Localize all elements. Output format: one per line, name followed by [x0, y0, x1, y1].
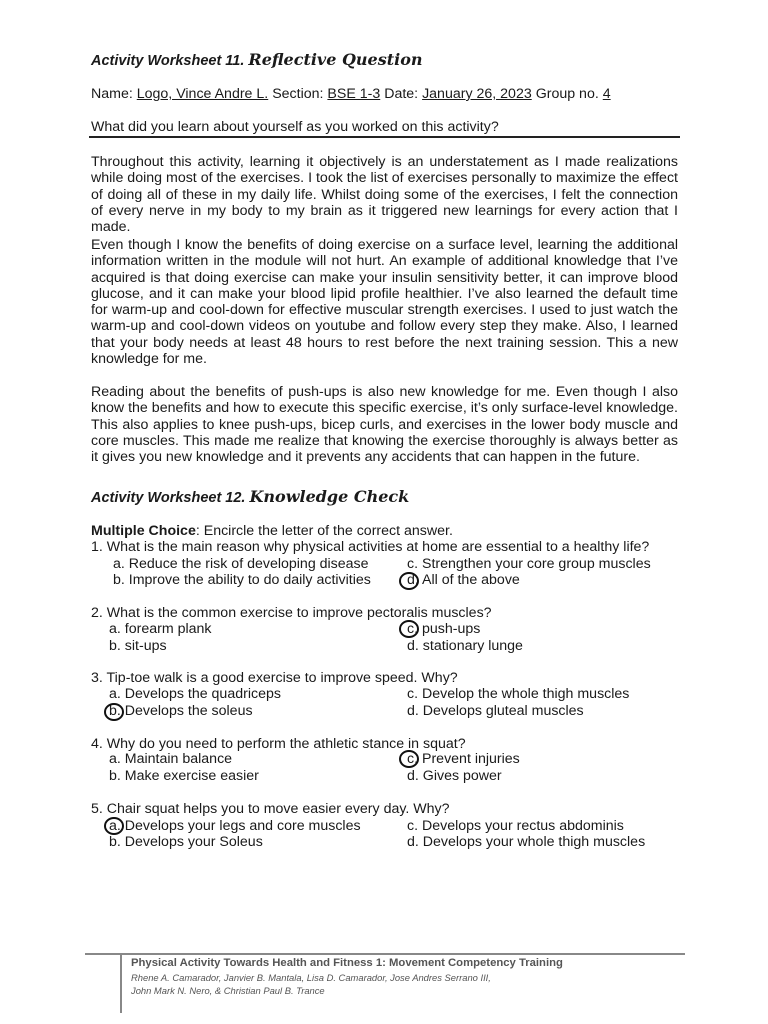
answer-paragraph-2: Even though I know the benefits of doing exercise on a surface level, learning the additional information written in the module will not hurt. An example of additional knowledge that I’ve acquired is that doing exercise can make your insulin sensitivity better, it can improve blood glucose, and it can make your blood lipid profile healthier. I’ve also learned the default time for warm-up and cool-down for effective muscular strength exercises. I used to just watch the warm-up and cool-down videos on youtube and follow every step they make. Also, I learned that your body needs at least 48 hours to rest before the next training session. This a new knowledge for me.: [91, 237, 678, 368]
instructions-bold: Multiple Choice: [91, 523, 196, 539]
mcq-3-option-c: c. Develop the whole thigh muscles: [407, 686, 630, 702]
answer-circle-mark: [399, 750, 419, 768]
student-name: Logo, Vince Andre L.: [136, 86, 269, 102]
mcq-4-option-c: c. Prevent injuries: [407, 751, 520, 767]
section-title: Reflective Question: [248, 50, 423, 69]
student-date: January 26, 2023: [422, 86, 532, 102]
mcq-5-option-d: d. Develops your whole thigh muscles: [407, 834, 646, 850]
mcq-4-option-a: a. Maintain balance: [109, 751, 233, 767]
mcq-2-option-c: c. push-ups: [407, 621, 481, 637]
student-info-line: [91, 86, 611, 102]
mcq-question-2: 2. What is the common exercise to improve pectoralis muscles?: [91, 605, 492, 621]
question-rule: [89, 136, 680, 138]
footer-course-title: Physical Activity Towards Health and Fitness 1: Movement Competency Training: [131, 957, 563, 969]
mcq-4-option-b: b. Make exercise easier: [109, 768, 259, 784]
mcq-question-4: 4. Why do you need to perform the athletic stance in squat?: [91, 736, 466, 752]
footer-authors-line-2: John Mark N. Nero, & Christian Paul B. Trance: [131, 985, 325, 996]
student-group: 4: [602, 86, 611, 102]
answer-circle-mark: [104, 703, 124, 721]
mcq-5-option-c: c. Develops your rectus abdominis: [407, 818, 624, 834]
answer-paragraph-1: Throughout this activity, learning it objectively is an understatement as I made realizations while doing most of the exercises. I took the list of exercises personally to maximize the effect of doing all of these in my daily life. Whilst doing some of the exercises, I felt the connection of every nerve in my body to my brain as it triggered new learnings for every action that I made.: [91, 154, 678, 236]
section-label: Activity Worksheet 12.: [91, 490, 246, 506]
section-label: Activity Worksheet 11.: [91, 53, 245, 69]
mcq-3-option-b: b. Develops the soleus: [109, 703, 253, 719]
section-label: Section:: [272, 86, 324, 102]
mcq-4-option-d: d. Gives power: [407, 768, 502, 784]
mcq-5-option-b: b. Develops your Soleus: [109, 834, 263, 850]
reflection-question: What did you learn about yourself as you worked on this activity?: [91, 119, 499, 135]
date-label: Date:: [384, 86, 419, 102]
mcq-question-3: 3. Tip-toe walk is a good exercise to improve speed. Why?: [91, 670, 458, 686]
instructions: [91, 523, 453, 539]
mcq-2-option-a: a. forearm plank: [109, 621, 212, 637]
group-label: Group no.: [535, 86, 599, 102]
answer-circle-mark: [104, 817, 124, 835]
instructions-text: : Encircle the letter of the correct answer.: [195, 523, 453, 539]
footer-authors-line-1: Rhene A. Camarador, Janvier B. Mantala, Lisa D. Camarador, Jose Andres Serrano III,: [131, 972, 491, 983]
answer-circle-mark: [399, 620, 419, 638]
mcq-question-5: 5. Chair squat helps you to move easier every day. Why?: [91, 801, 450, 817]
mcq-1-option-c: c. Strengthen your core group muscles: [407, 556, 651, 572]
section-heading-knowledge: [91, 487, 409, 506]
mcq-2-option-d: d. stationary lunge: [407, 638, 523, 654]
mcq-3-option-a: a. Develops the quadriceps: [109, 686, 281, 702]
section-heading-reflective: [91, 50, 423, 69]
mcq-question-1: 1. What is the main reason why physical activities at home are essential to a healthy life?: [91, 539, 650, 555]
mcq-1-option-b: b. Improve the ability to do daily activities: [113, 572, 371, 588]
footer-vertical-rule: [120, 953, 122, 1013]
mcq-2-option-b: b. sit-ups: [109, 638, 167, 654]
answer-circle-mark: [399, 572, 419, 590]
mcq-5-option-a: a. Develops your legs and core muscles: [109, 818, 361, 834]
name-label: Name:: [91, 86, 133, 102]
mcq-3-option-d: d. Develops gluteal muscles: [407, 703, 584, 719]
mcq-1-option-a: a. Reduce the risk of developing disease: [113, 556, 369, 572]
section-title: Knowledge Check: [249, 487, 410, 506]
answer-paragraph-3: Reading about the benefits of push-ups is also new knowledge for me. Even though I also know the benefits and how to execute this specific exercise, it’s only surface-level knowledge. This also applies to knee push-ups, bicep curls, and exercises in the lower body muscle and core muscles. This made me realize that knowing the exercise thoroughly is always better as it gives you new knowledge and it prevents any accidents that can happen in the future.: [91, 384, 678, 466]
student-section: BSE 1-3: [327, 86, 381, 102]
mcq-1-option-d: d. All of the above: [407, 572, 520, 588]
footer-rule: [85, 953, 685, 955]
